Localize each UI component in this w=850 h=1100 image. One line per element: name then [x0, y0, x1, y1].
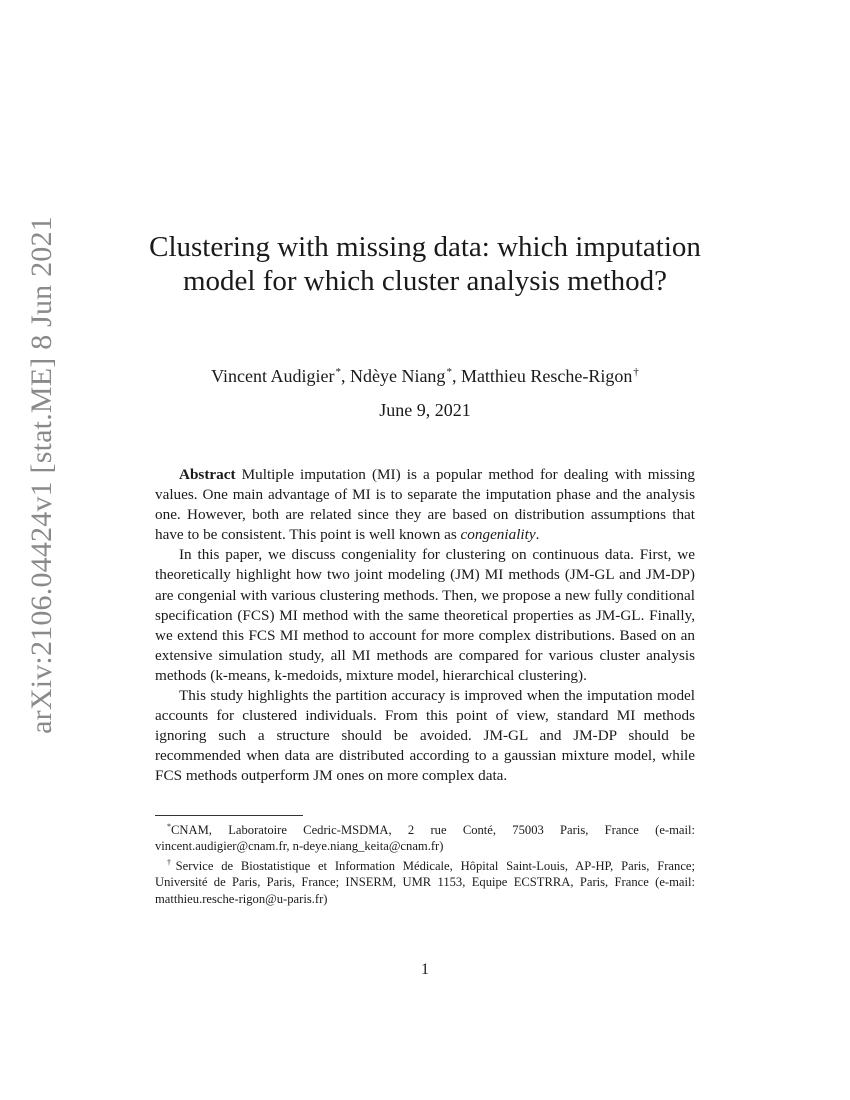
author-affiliation-mark: †: [633, 366, 639, 378]
footnotes: [155, 819, 695, 907]
footnote-text: Service de Biostatistique et Information Médicale, Hôpital Saint-Louis, AP-HP, Paris, France; Université de Paris, Paris, France; INSERM, UMR 1153, Equipe ECSTRRA, Paris, France (e-mail: matthieu.resche-rigon@u-paris.fr): [155, 858, 695, 906]
author-separator: ,: [451, 366, 461, 386]
author-affiliation-mark: *: [335, 366, 341, 378]
publication-date: June 9, 2021: [379, 400, 471, 420]
abstract-paragraph: In this paper, we discuss congeniality for clustering on continuous data. First, we theoretically highlight how two joint modeling (JM) MI methods (JM-GL and JM-DP) are congenial with various clustering methods. Then, we propose a new fully conditional specification (FCS) MI method with the same theoretical properties as JM-GL. Finally, we extend this FCS MI method to account for more complex distributions. Based on an extensive simulation study, all MI methods are compared for various cluster analysis methods (k-means, k-medoids, mixture model, hierarchical clustering).: [155, 546, 695, 684]
arxiv-identifier-stamp: arXiv:2106.04424v1 [stat.ME] 8 Jun 2021: [25, 216, 58, 734]
author-name: Matthieu Resche-Rigon: [460, 366, 633, 386]
footnote-mark: †: [167, 857, 176, 867]
author-name: Ndèye Niang: [349, 366, 446, 386]
abstract-text: Multiple imputation (MI) is a popular method for dealing with missing values. One main advantage of MI is to separate the imputation phase and the analysis one. However, both are related since they are based on distribution assumptions that have to be consistent. This point is well known as: [155, 466, 695, 544]
abstract-heading: Abstract: [179, 466, 236, 483]
page-number: 1: [421, 961, 429, 978]
abstract-emphasis: congeniality: [460, 526, 536, 544]
abstract-paragraph: [155, 465, 695, 545]
abstract-paragraph: This study highlights the partition accuracy is improved when the imputation model accounts for clustered individuals. From this point of view, standard MI methods ignoring such a structure should be avoided. JM-GL and JM-DP should be recommended when data are distributed according to a gaussian mixture model, while FCS methods outperform JM ones on more complex data.: [155, 687, 695, 785]
footnote-mark: *: [167, 822, 171, 831]
abstract: [155, 465, 695, 787]
footnote: [155, 855, 695, 907]
footnote-rule: [155, 815, 303, 816]
author-name: Vincent Audigier: [211, 366, 335, 386]
author-list: [140, 361, 710, 387]
author-affiliation-mark: *: [446, 366, 452, 378]
footnote-text: CNAM, Laboratoire Cedric-MSDMA, 2 rue Conté, 75003 Paris, France (e-mail: vincent.audigier@cnam.fr, n-deye.niang_keita@cnam.fr): [155, 823, 695, 854]
abstract-text: .: [535, 526, 540, 544]
footnote: [155, 819, 695, 855]
paper-title: Clustering with missing data: which imputation model for which cluster analysis method?: [149, 231, 701, 297]
author-separator: ,: [340, 366, 350, 386]
